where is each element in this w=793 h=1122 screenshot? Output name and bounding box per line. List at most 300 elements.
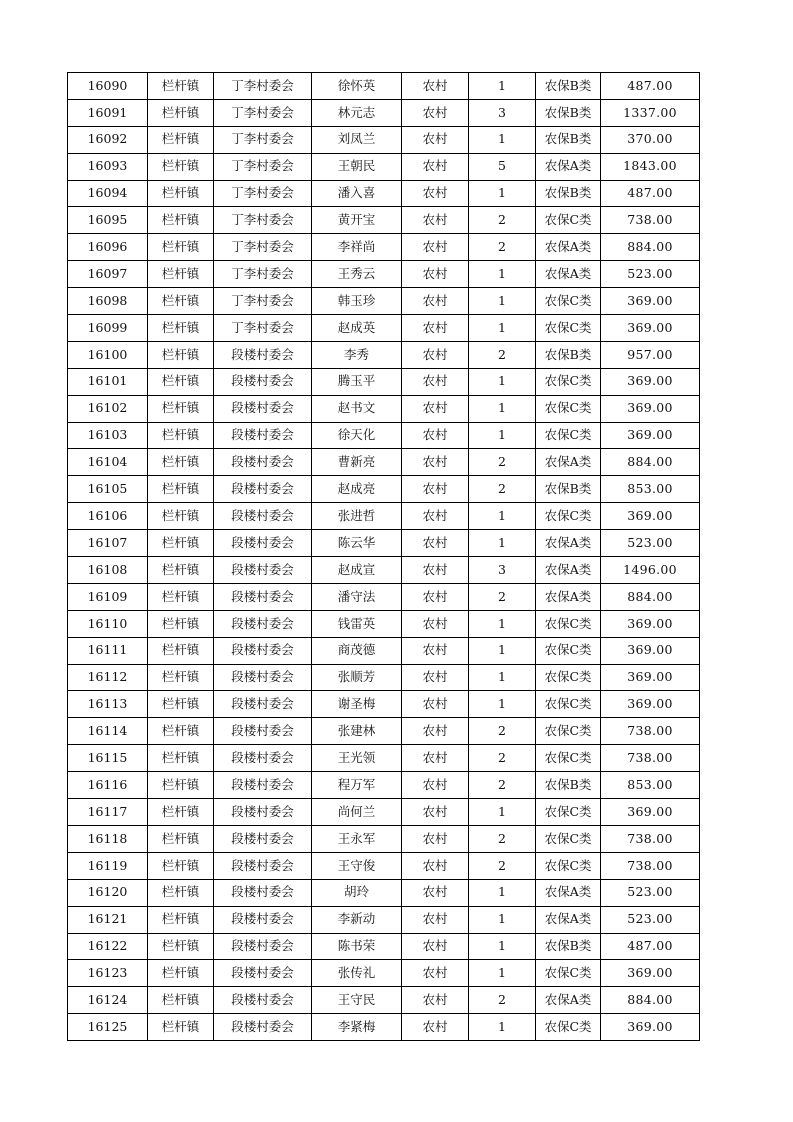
cell-category: 农保C类 [536,422,601,449]
table-row [68,1014,700,1041]
cell-name: 王光领 [312,745,402,772]
table-row [68,933,700,960]
cell-category: 农保A类 [536,906,601,933]
cell-area: 农村 [402,315,469,342]
cell-committee: 段楼村委会 [214,745,312,772]
cell-town: 栏杆镇 [148,933,214,960]
cell-category: 农保A类 [536,879,601,906]
cell-id: 16125 [68,1014,148,1041]
cell-town: 栏杆镇 [148,341,214,368]
cell-area: 农村 [402,987,469,1014]
cell-amount: 738.00 [601,852,700,879]
cell-area: 农村 [402,799,469,826]
cell-id: 16090 [68,73,148,100]
cell-category: 农保C类 [536,368,601,395]
cell-category: 农保C类 [536,288,601,315]
cell-area: 农村 [402,825,469,852]
cell-area: 农村 [402,583,469,610]
cell-amount: 523.00 [601,261,700,288]
cell-town: 栏杆镇 [148,261,214,288]
cell-town: 栏杆镇 [148,691,214,718]
cell-amount: 369.00 [601,664,700,691]
table-row [68,73,700,100]
cell-town: 栏杆镇 [148,288,214,315]
cell-town: 栏杆镇 [148,852,214,879]
cell-committee: 丁李村委会 [214,288,312,315]
cell-area: 农村 [402,395,469,422]
cell-committee: 段楼村委会 [214,987,312,1014]
table-row [68,825,700,852]
table-row [68,153,700,180]
cell-name: 黄开宝 [312,207,402,234]
cell-area: 农村 [402,530,469,557]
cell-area: 农村 [402,557,469,584]
cell-id: 16103 [68,422,148,449]
cell-id: 16109 [68,583,148,610]
table-row [68,772,700,799]
cell-committee: 段楼村委会 [214,825,312,852]
table-row [68,557,700,584]
cell-committee: 段楼村委会 [214,933,312,960]
cell-category: 农保B类 [536,772,601,799]
cell-count: 2 [469,341,536,368]
cell-town: 栏杆镇 [148,906,214,933]
table-row [68,315,700,342]
cell-area: 农村 [402,960,469,987]
cell-amount: 369.00 [601,799,700,826]
cell-name: 林元志 [312,99,402,126]
cell-area: 农村 [402,772,469,799]
cell-amount: 523.00 [601,530,700,557]
cell-name: 腾玉平 [312,368,402,395]
cell-count: 1 [469,637,536,664]
cell-id: 16091 [68,99,148,126]
cell-amount: 884.00 [601,449,700,476]
cell-area: 农村 [402,449,469,476]
table-row [68,126,700,153]
cell-amount: 369.00 [601,637,700,664]
cell-amount: 369.00 [601,368,700,395]
cell-category: 农保C类 [536,691,601,718]
cell-area: 农村 [402,691,469,718]
cell-town: 栏杆镇 [148,530,214,557]
cell-amount: 487.00 [601,180,700,207]
cell-id: 16100 [68,341,148,368]
cell-name: 潘守法 [312,583,402,610]
cell-name: 李新动 [312,906,402,933]
cell-name: 赵成亮 [312,476,402,503]
cell-name: 赵成英 [312,315,402,342]
cell-area: 农村 [402,664,469,691]
cell-name: 王守民 [312,987,402,1014]
cell-id: 16098 [68,288,148,315]
cell-amount: 369.00 [601,422,700,449]
cell-amount: 369.00 [601,395,700,422]
cell-id: 16102 [68,395,148,422]
cell-area: 农村 [402,99,469,126]
cell-amount: 1843.00 [601,153,700,180]
cell-area: 农村 [402,1014,469,1041]
table-row [68,180,700,207]
cell-id: 16114 [68,718,148,745]
table-row [68,261,700,288]
cell-id: 16123 [68,960,148,987]
cell-name: 张传礼 [312,960,402,987]
cell-area: 农村 [402,126,469,153]
cell-id: 16094 [68,180,148,207]
cell-id: 16095 [68,207,148,234]
cell-count: 5 [469,153,536,180]
cell-name: 王朝民 [312,153,402,180]
table-row [68,207,700,234]
cell-amount: 957.00 [601,341,700,368]
cell-name: 胡玲 [312,879,402,906]
cell-area: 农村 [402,422,469,449]
cell-amount: 369.00 [601,315,700,342]
cell-id: 16106 [68,503,148,530]
cell-category: 农保C类 [536,664,601,691]
cell-count: 2 [469,583,536,610]
cell-name: 谢圣梅 [312,691,402,718]
cell-count: 2 [469,718,536,745]
table-row [68,906,700,933]
cell-category: 农保A类 [536,153,601,180]
cell-town: 栏杆镇 [148,879,214,906]
cell-category: 农保C类 [536,745,601,772]
cell-town: 栏杆镇 [148,126,214,153]
cell-committee: 段楼村委会 [214,852,312,879]
cell-category: 农保C类 [536,718,601,745]
cell-name: 徐怀英 [312,73,402,100]
cell-category: 农保C类 [536,1014,601,1041]
cell-id: 16116 [68,772,148,799]
cell-town: 栏杆镇 [148,960,214,987]
cell-amount: 369.00 [601,503,700,530]
cell-committee: 丁李村委会 [214,261,312,288]
cell-town: 栏杆镇 [148,637,214,664]
cell-area: 农村 [402,207,469,234]
cell-category: 农保A类 [536,987,601,1014]
cell-category: 农保B类 [536,99,601,126]
cell-amount: 738.00 [601,718,700,745]
table-row [68,691,700,718]
cell-name: 赵成宣 [312,557,402,584]
cell-committee: 段楼村委会 [214,879,312,906]
cell-id: 16113 [68,691,148,718]
cell-category: 农保B类 [536,180,601,207]
cell-amount: 369.00 [601,288,700,315]
cell-id: 16118 [68,825,148,852]
cell-town: 栏杆镇 [148,395,214,422]
cell-amount: 369.00 [601,1014,700,1041]
cell-area: 农村 [402,73,469,100]
cell-committee: 丁李村委会 [214,99,312,126]
cell-area: 农村 [402,610,469,637]
cell-committee: 丁李村委会 [214,180,312,207]
table-row [68,960,700,987]
cell-name: 王永军 [312,825,402,852]
cell-category: 农保A类 [536,234,601,261]
cell-committee: 段楼村委会 [214,557,312,584]
cell-count: 1 [469,503,536,530]
cell-count: 1 [469,691,536,718]
cell-id: 16093 [68,153,148,180]
cell-count: 1 [469,1014,536,1041]
cell-count: 1 [469,73,536,100]
cell-amount: 523.00 [601,879,700,906]
cell-id: 16110 [68,610,148,637]
cell-amount: 369.00 [601,691,700,718]
cell-id: 16124 [68,987,148,1014]
cell-category: 农保C类 [536,503,601,530]
cell-committee: 段楼村委会 [214,1014,312,1041]
cell-amount: 1337.00 [601,99,700,126]
table-row [68,449,700,476]
cell-amount: 738.00 [601,825,700,852]
table-row [68,799,700,826]
cell-category: 农保A类 [536,583,601,610]
table-row [68,610,700,637]
cell-category: 农保B类 [536,126,601,153]
cell-id: 16104 [68,449,148,476]
cell-amount: 523.00 [601,906,700,933]
cell-count: 2 [469,234,536,261]
cell-area: 农村 [402,234,469,261]
cell-category: 农保A类 [536,261,601,288]
cell-town: 栏杆镇 [148,772,214,799]
cell-category: 农保B类 [536,933,601,960]
cell-committee: 丁李村委会 [214,207,312,234]
cell-committee: 段楼村委会 [214,718,312,745]
cell-amount: 738.00 [601,745,700,772]
cell-name: 商茂德 [312,637,402,664]
cell-amount: 738.00 [601,207,700,234]
cell-category: 农保A类 [536,530,601,557]
cell-area: 农村 [402,341,469,368]
cell-category: 农保C类 [536,610,601,637]
cell-committee: 段楼村委会 [214,772,312,799]
cell-id: 16115 [68,745,148,772]
cell-id: 16099 [68,315,148,342]
cell-category: 农保B类 [536,341,601,368]
cell-id: 16121 [68,906,148,933]
cell-committee: 段楼村委会 [214,530,312,557]
cell-town: 栏杆镇 [148,745,214,772]
table-row [68,637,700,664]
cell-id: 16092 [68,126,148,153]
table-row [68,664,700,691]
cell-count: 1 [469,395,536,422]
cell-id: 16122 [68,933,148,960]
table-row [68,745,700,772]
cell-id: 16107 [68,530,148,557]
cell-count: 1 [469,422,536,449]
cell-committee: 段楼村委会 [214,476,312,503]
cell-category: 农保B类 [536,476,601,503]
table-row [68,368,700,395]
cell-area: 农村 [402,180,469,207]
cell-count: 2 [469,745,536,772]
cell-area: 农村 [402,368,469,395]
cell-id: 16112 [68,664,148,691]
cell-committee: 段楼村委会 [214,637,312,664]
cell-name: 王守俊 [312,852,402,879]
cell-amount: 884.00 [601,987,700,1014]
cell-area: 农村 [402,261,469,288]
cell-town: 栏杆镇 [148,234,214,261]
cell-count: 2 [469,825,536,852]
cell-category: 农保C类 [536,825,601,852]
cell-committee: 段楼村委会 [214,449,312,476]
cell-amount: 853.00 [601,772,700,799]
cell-name: 王秀云 [312,261,402,288]
cell-area: 农村 [402,906,469,933]
cell-count: 3 [469,557,536,584]
cell-committee: 段楼村委会 [214,368,312,395]
cell-area: 农村 [402,637,469,664]
cell-area: 农村 [402,933,469,960]
cell-committee: 丁李村委会 [214,234,312,261]
cell-amount: 884.00 [601,583,700,610]
cell-count: 1 [469,879,536,906]
cell-count: 1 [469,799,536,826]
cell-count: 1 [469,315,536,342]
cell-name: 李祥尚 [312,234,402,261]
cell-amount: 487.00 [601,73,700,100]
cell-town: 栏杆镇 [148,610,214,637]
cell-count: 2 [469,476,536,503]
cell-count: 1 [469,288,536,315]
cell-category: 农保C类 [536,395,601,422]
table-row [68,234,700,261]
cell-category: 农保C类 [536,799,601,826]
records-table [67,72,700,1041]
cell-category: 农保C类 [536,637,601,664]
cell-amount: 884.00 [601,234,700,261]
cell-committee: 丁李村委会 [214,153,312,180]
cell-committee: 段楼村委会 [214,691,312,718]
cell-count: 1 [469,906,536,933]
cell-town: 栏杆镇 [148,207,214,234]
cell-category: 农保B类 [536,73,601,100]
cell-count: 2 [469,207,536,234]
cell-name: 尚何兰 [312,799,402,826]
cell-name: 张进哲 [312,503,402,530]
cell-name: 潘入喜 [312,180,402,207]
cell-id: 16097 [68,261,148,288]
table-row [68,879,700,906]
cell-area: 农村 [402,745,469,772]
cell-id: 16117 [68,799,148,826]
cell-category: 农保C类 [536,960,601,987]
cell-committee: 段楼村委会 [214,610,312,637]
cell-name: 李秀 [312,341,402,368]
cell-area: 农村 [402,288,469,315]
cell-committee: 段楼村委会 [214,664,312,691]
table-row [68,99,700,126]
cell-category: 农保C类 [536,207,601,234]
cell-committee: 段楼村委会 [214,422,312,449]
cell-count: 3 [469,99,536,126]
cell-town: 栏杆镇 [148,583,214,610]
cell-committee: 丁李村委会 [214,126,312,153]
cell-name: 陈云华 [312,530,402,557]
cell-name: 张顺芳 [312,664,402,691]
cell-town: 栏杆镇 [148,315,214,342]
cell-committee: 丁李村委会 [214,73,312,100]
cell-count: 1 [469,126,536,153]
cell-town: 栏杆镇 [148,476,214,503]
cell-id: 16120 [68,879,148,906]
cell-count: 2 [469,449,536,476]
cell-town: 栏杆镇 [148,799,214,826]
cell-count: 2 [469,987,536,1014]
cell-name: 赵书文 [312,395,402,422]
cell-committee: 段楼村委会 [214,503,312,530]
cell-town: 栏杆镇 [148,99,214,126]
cell-id: 16119 [68,852,148,879]
cell-count: 2 [469,852,536,879]
table-row [68,476,700,503]
cell-id: 16108 [68,557,148,584]
table-row [68,852,700,879]
cell-town: 栏杆镇 [148,825,214,852]
table-row [68,583,700,610]
cell-amount: 369.00 [601,610,700,637]
table-row [68,718,700,745]
cell-town: 栏杆镇 [148,153,214,180]
table-row [68,395,700,422]
table-row [68,341,700,368]
table-body [68,73,700,1041]
cell-town: 栏杆镇 [148,987,214,1014]
cell-name: 陈书荣 [312,933,402,960]
cell-name: 曹新亮 [312,449,402,476]
cell-amount: 370.00 [601,126,700,153]
cell-town: 栏杆镇 [148,718,214,745]
cell-area: 农村 [402,718,469,745]
table-row [68,530,700,557]
cell-name: 韩玉珍 [312,288,402,315]
cell-town: 栏杆镇 [148,180,214,207]
cell-category: 农保A类 [536,557,601,584]
cell-name: 徐天化 [312,422,402,449]
cell-committee: 段楼村委会 [214,341,312,368]
cell-name: 张建林 [312,718,402,745]
cell-count: 2 [469,772,536,799]
cell-count: 1 [469,530,536,557]
cell-area: 农村 [402,503,469,530]
cell-id: 16111 [68,637,148,664]
cell-count: 1 [469,368,536,395]
table-row [68,987,700,1014]
cell-count: 1 [469,960,536,987]
cell-town: 栏杆镇 [148,73,214,100]
cell-committee: 段楼村委会 [214,799,312,826]
cell-town: 栏杆镇 [148,449,214,476]
cell-area: 农村 [402,852,469,879]
cell-area: 农村 [402,476,469,503]
cell-name: 刘凤兰 [312,126,402,153]
cell-town: 栏杆镇 [148,422,214,449]
cell-town: 栏杆镇 [148,503,214,530]
cell-amount: 853.00 [601,476,700,503]
cell-name: 程万军 [312,772,402,799]
table-row [68,503,700,530]
cell-id: 16096 [68,234,148,261]
cell-name: 钱雷英 [312,610,402,637]
cell-amount: 369.00 [601,960,700,987]
